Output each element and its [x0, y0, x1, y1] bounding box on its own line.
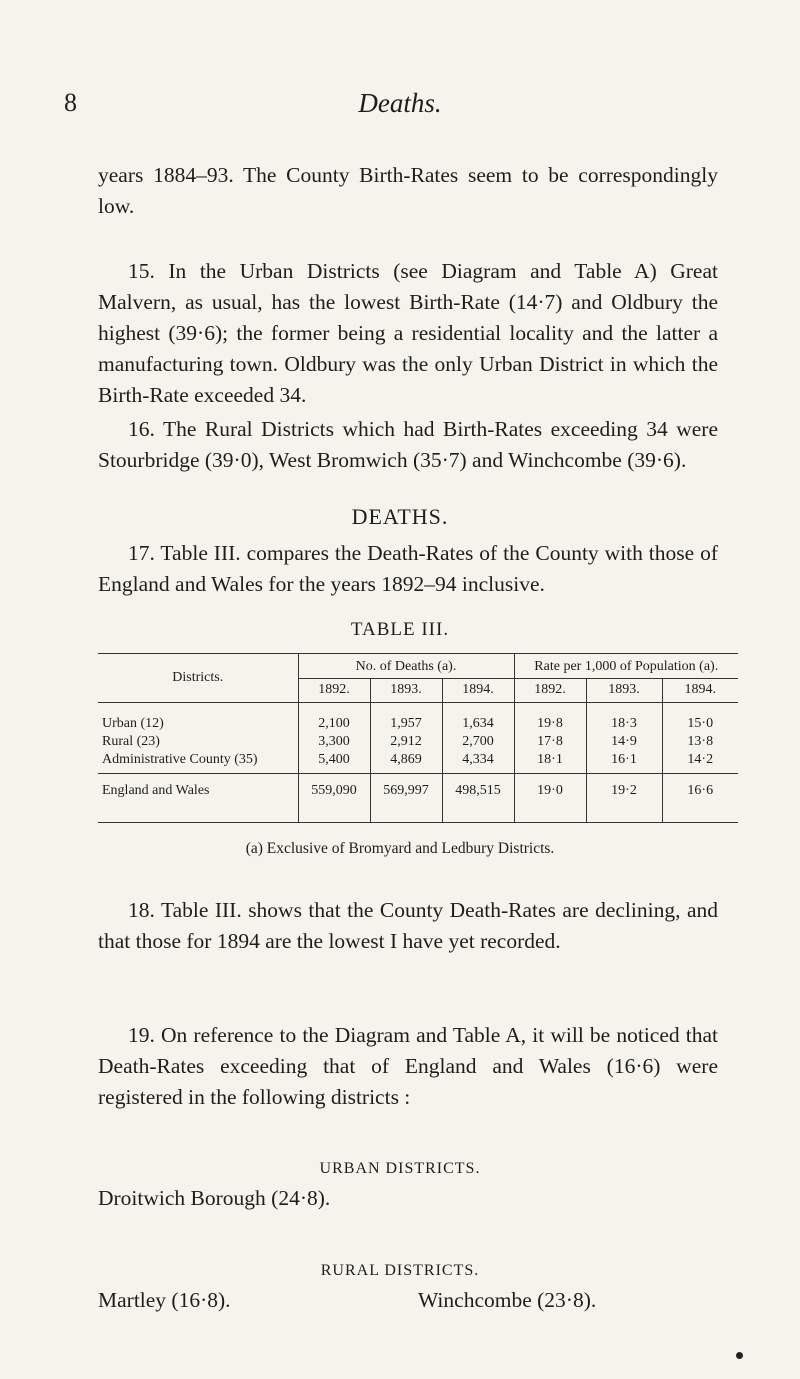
deaths-value: 4,334: [442, 751, 514, 774]
table-caption: TABLE III.: [350, 619, 450, 640]
year-header: 1894.: [442, 678, 514, 703]
paragraph-18: 18. Table III. shows that the County Death-Rates are declining, and that those for 1894 are the lowest I have yet recorded.: [98, 898, 718, 953]
rate-value: 14·2: [662, 751, 738, 774]
deaths-value: 5,400: [298, 751, 370, 774]
year-header: 1892.: [298, 678, 370, 703]
header-rate-per-1000: Rate per 1,000 of Population (a).: [514, 654, 738, 679]
rate-value: 16·6: [662, 774, 738, 823]
rate-value: 15·0: [662, 703, 738, 734]
year-header: 1892.: [514, 678, 586, 703]
rate-value: 18·3: [586, 703, 662, 734]
rate-value: 16·1: [586, 751, 662, 774]
running-title: Deaths.: [358, 88, 442, 118]
rate-value: 18·1: [514, 751, 586, 774]
table-row: [98, 774, 738, 823]
year-header: 1894.: [662, 678, 738, 703]
year-header: 1893.: [586, 678, 662, 703]
deaths-value: 2,912: [370, 733, 442, 751]
rural-district-item: Martley (16·8).: [98, 1288, 231, 1312]
urban-district-item: Droitwich Borough (24·8).: [98, 1186, 331, 1210]
page-header: [0, 88, 800, 138]
header-districts: Districts.: [98, 654, 298, 703]
district-name: Administrative County (35): [102, 752, 258, 767]
deaths-value: 4,869: [370, 751, 442, 774]
year-header: 1893.: [370, 678, 442, 703]
rate-value: 13·8: [662, 733, 738, 751]
deaths-value: 3,300: [298, 733, 370, 751]
paragraph-intro: years 1884–93. The County Birth-Rates seem to be correspondingly low.: [98, 163, 718, 218]
rate-value: 19·2: [586, 774, 662, 823]
table-row: [98, 751, 738, 774]
deaths-value: 559,090: [298, 774, 370, 823]
deaths-value: 1,957: [370, 703, 442, 734]
page-number: 8: [64, 88, 77, 117]
urban-districts-heading: URBAN DISTRICTS.: [319, 1160, 481, 1177]
table-footnote: (a) Exclusive of Bromyard and Ledbury Districts.: [245, 840, 555, 857]
rate-value: 19·0: [514, 774, 586, 823]
rate-value: 17·8: [514, 733, 586, 751]
deaths-table: [98, 653, 738, 823]
district-name: Urban (12): [102, 716, 164, 731]
deaths-value: 2,700: [442, 733, 514, 751]
paragraph-19: 19. On reference to the Diagram and Table A, it will be noticed that Death-Rates exceeding that of England and Wales (16·6) were registered in the following districts :: [98, 1023, 718, 1109]
printed-dot-mark: [736, 1352, 743, 1359]
paragraph-16: 16. The Rural Districts which had Birth-Rates exceeding 34 were Stourbridge (39·0), West Bromwich (35·7) and Winchcombe (39·6).: [98, 417, 718, 472]
paragraph-15: 15. In the Urban Districts (see Diagram and Table A) Great Malvern, as usual, has the lowest Birth-Rate (14·7) and Oldbury the highest (39·6); the former being a residential locality and the latter a manufacturing town. Oldbury was the only Urban District in which the Birth-Rate exceeded 34.: [98, 259, 718, 407]
deaths-value: 569,997: [370, 774, 442, 823]
district-name: England and Wales: [102, 783, 210, 798]
rate-value: 19·8: [514, 703, 586, 734]
rural-district-item: Winchcombe (23·8).: [418, 1288, 597, 1312]
header-number-of-deaths: No. of Deaths (a).: [298, 654, 514, 679]
district-name: Rural (23): [102, 734, 160, 749]
rate-value: 14·9: [586, 733, 662, 751]
rural-districts-heading: RURAL DISTRICTS.: [320, 1262, 480, 1279]
table-row: [98, 733, 738, 751]
deaths-value: 498,515: [442, 774, 514, 823]
section-heading-deaths: DEATHS.: [351, 504, 449, 529]
paragraph-17: 17. Table III. compares the Death-Rates of the County with those of England and Wales for the years 1892–94 inclusive.: [98, 541, 718, 596]
deaths-value: 2,100: [298, 703, 370, 734]
deaths-value: 1,634: [442, 703, 514, 734]
table-row: [98, 703, 738, 734]
